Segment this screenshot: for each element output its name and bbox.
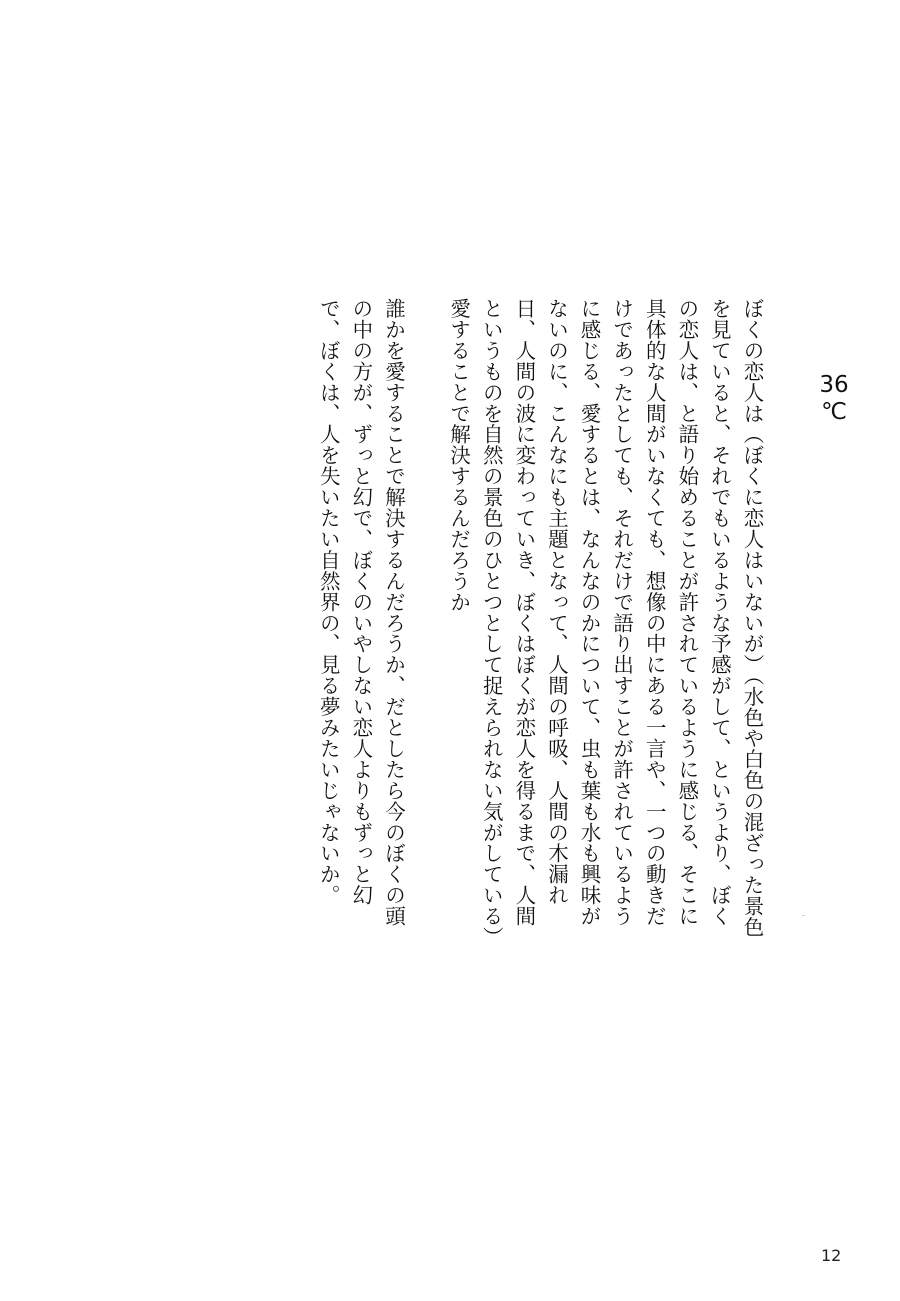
paragraph-1: ぼくの恋人は（ぼくに恋人はいないが）（水色や白色の混ざった景色を見ていると、それでもいるような予感がして、というより、ぼくの恋人は、と語り始めることが許されているように感じる、そこに具体的な人間がいなくても、想像の中にある一言や、一つの動きだけであったとしても、それだけで語り出すことが許されているように感じる、愛するとは、なんなのかについて、虫も葉も水も興味がないのに、こんなにも主題となって、人間の呼吸、人間の木漏れ日、人間の波に変わっていき、ぼくはぼくが恋人を得るまで、人間というものを自然の景色のひとつとして捉えられない気がしている） [479,298,764,948]
title-number: 36 [819,372,849,398]
poem-body [312,298,768,948]
paragraph-2: 愛することで解決するんだろうか [446,298,471,613]
paragraph-3: 誰かを愛することで解決するんだろうか、だとしたら今のぼくの頭の中の方が、ずっと幻で、ぼくのいやしない恋人よりもずっと幻で、ぼくは、人を失いたい自然界の、見る夢みたいじゃないか。 [316,298,406,927]
poem-title [806,372,862,426]
scan-speck [802,915,805,916]
page-number: 12 [821,1246,842,1265]
title-unit: ℃ [821,399,847,425]
